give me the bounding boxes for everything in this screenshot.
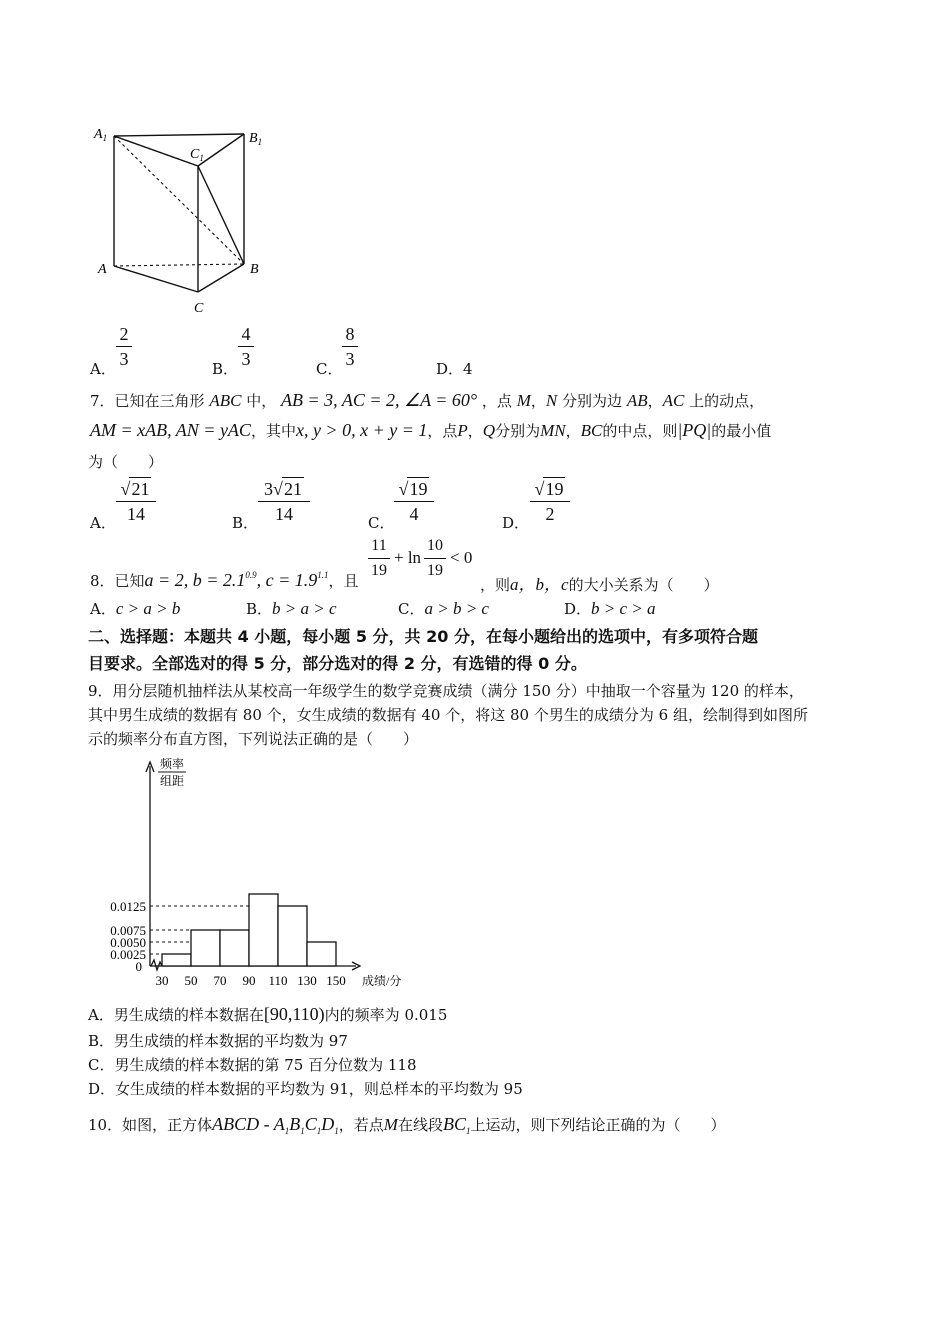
label-c: C [194, 301, 204, 316]
label-b: B [250, 262, 259, 277]
y-tick-label: 0.0075 [110, 923, 146, 938]
label-b1: $B_1$ [249, 131, 263, 147]
q8-option-c[interactable]: C．a > b > c [398, 599, 489, 618]
q7-option-c-letter[interactable]: C． [368, 514, 395, 532]
q8-stem-tail: ，则a，b，c的大小关系为（ ） [480, 575, 719, 594]
q7-option-d-letter[interactable]: D． [502, 514, 530, 532]
q8-ineq-frac1: 11 19 [368, 535, 390, 582]
q9-option-b[interactable]: B．男生成绩的样本数据的平均数为 97 [88, 1032, 348, 1050]
q8-stem: 8．已知a = 2, $b = 2.1^{0.9}$, $c = 1.9^{1.1}$，且 [90, 570, 359, 590]
q6-option-b-letter[interactable]: B． [212, 360, 239, 378]
q6-option-d[interactable]: D．4 [436, 360, 473, 378]
y-axis-label-bottom: 组距 [159, 774, 185, 788]
q8-ineq-ln: + ln [394, 548, 422, 567]
q8-option-a[interactable]: A．c > a > b [90, 599, 181, 618]
q10-stem: 10．如图，正方体ABCD - $A_1B_1C_1D_1$，若点M在线段$BC_1$上运动，则下列结论正确的为（ ） [88, 1114, 726, 1136]
q8-ineq-frac2: 10 19 [424, 535, 446, 582]
x-tick-label: 110 [268, 973, 288, 988]
x-tick-label: 70 [213, 973, 227, 988]
q6-option-c-value: 8 3 [342, 323, 358, 370]
section2-heading-line2: 目要求。全部选对的得 5 分，部分选对的得 2 分，有选错的得 0 分。 [88, 654, 587, 673]
q8-option-d[interactable]: D．b > c > a [564, 599, 656, 618]
q6-option-c-letter[interactable]: C． [316, 360, 343, 378]
histogram-bar [220, 930, 249, 966]
y-tick-label: 0.0050 [110, 935, 146, 950]
label-c1: $C_1$ [190, 147, 204, 163]
y-tick-label: 0.0125 [110, 899, 146, 914]
q9-option-a[interactable]: A．男生成绩的样本数据在[90,110)内的频率为 0.015 [88, 1004, 448, 1024]
x-tick-label: 150 [326, 973, 346, 988]
x-tick-label: 50 [184, 973, 198, 988]
histogram-bar [191, 930, 220, 966]
x-tick-label: 30 [155, 973, 169, 988]
y-tick-label: 0.0025 [110, 947, 146, 962]
q8-option-b[interactable]: B．b > a > c [246, 599, 337, 618]
q7-option-b-value: 3√21 14 [258, 477, 310, 525]
q7-option-b-letter[interactable]: B． [232, 514, 259, 532]
y-axis-label-top: 频率 [159, 757, 185, 771]
histogram-bar [249, 894, 278, 966]
q6-option-a-letter[interactable]: A． [90, 360, 116, 378]
q6-option-a-value: 2 3 [116, 323, 132, 370]
q9-option-c[interactable]: C．男生成绩的样本数据的第 75 百分位数为 118 [88, 1056, 417, 1074]
histogram-bar [162, 954, 191, 966]
section2-heading-line1: 二、选择题：本题共 4 小题，每小题 5 分，共 20 分，在每小题给出的选项中，有多项符合题 [88, 627, 758, 646]
axis-break [151, 960, 162, 970]
frequency-histogram [88, 752, 418, 992]
q7-stem-line1: 7．已知在三角形 ABC 中， AB = 3, AC = 2, ∠A = 60° ，点 M，N 分别为边 AB，AC 上的动点， [90, 390, 765, 410]
x-axis-label: 成绩/分 [362, 974, 402, 988]
q8-ineq-end: < 0 [450, 548, 473, 567]
histogram-bar [278, 906, 307, 966]
q6-option-b-value: 4 3 [238, 323, 254, 370]
q9-stem-line3: 示的频率分布直方图，下列说法正确的是（ ） [88, 730, 419, 748]
x-tick-label: 90 [242, 973, 256, 988]
prism-figure [90, 120, 280, 320]
q7-option-a-letter[interactable]: A． [90, 514, 116, 532]
q9-stem-line1: 9．用分层随机抽样法从某校高一年级学生的数学竞赛成绩（满分 150 分）中抽取一个容量为 120 的样本， [88, 682, 804, 700]
q7-option-d-value: √19 2 [530, 477, 570, 525]
q7-option-a-value: √21 14 [116, 477, 156, 525]
origin-label: 0 [135, 959, 142, 974]
q7-stem-line3: 为（ ） [88, 453, 164, 471]
q7-stem-line2: AM = xAB, AN = yAC，其中x, y > 0, x + y = 1，点P，Q分别为MN，BC的中点，则|PQ|的最小值 [90, 420, 772, 440]
q7-option-c-value: √19 4 [394, 477, 434, 525]
label-a1: $A_1$ [94, 127, 108, 143]
label-a: A [98, 262, 107, 277]
x-tick-label: 130 [297, 973, 317, 988]
histogram-bar [307, 942, 336, 966]
q9-option-d[interactable]: D．女生成绩的样本数据的平均数为 91，则总样本的平均数为 95 [88, 1080, 523, 1098]
q9-stem-line2: 其中男生成绩的数据有 80 个，女生成绩的数据有 40 个，将这 80 个男生的成绩分为 6 组，绘制得到如图所 [88, 706, 808, 724]
